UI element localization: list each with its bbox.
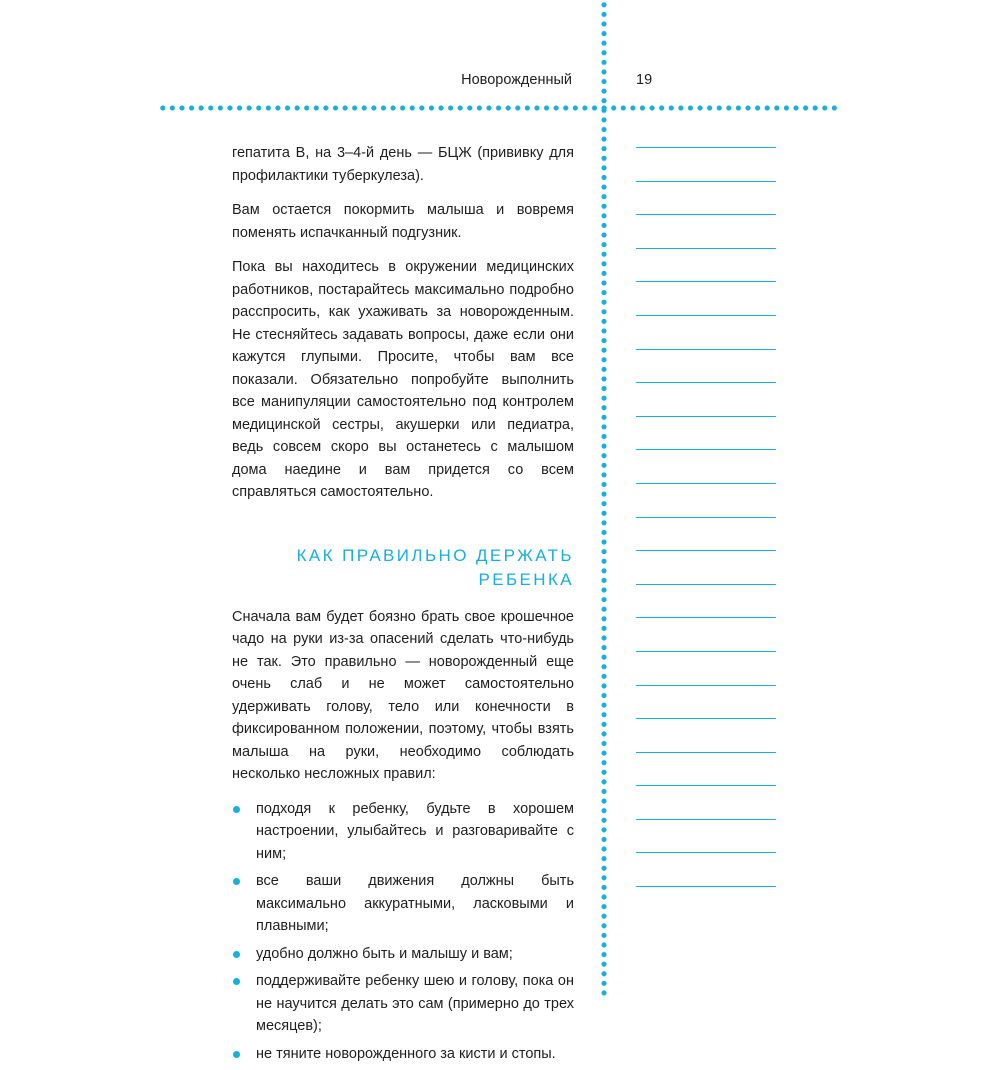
note-line: [636, 685, 776, 686]
bullet-dot-icon: [233, 1051, 240, 1058]
note-line: [636, 752, 776, 753]
note-line: [636, 483, 776, 484]
notes-lines-column: [636, 147, 776, 920]
bullet-dot-icon: [233, 978, 240, 985]
section-intro-paragraph: Сначала вам будет боязно брать свое крошечное чадо на руки из-за опасений сделать что-нибудь не так. Это правильно — новорожденный еще очень слаб и не может самостоятельно удерживать голову, тело или конечности в фиксированном положении, поэтому, чтобы взять малыша на руки, необходимо соблюдать несколько несложных правил:: [232, 608, 574, 782]
horizontal-dotted-divider: [158, 103, 838, 113]
vertical-dotted-divider: [599, 0, 609, 1000]
note-line: [636, 248, 776, 249]
list-item-text: поддерживайте ребенку шею и голову, пока он не научится делать это сам (примерно до трех месяцев);: [256, 973, 574, 1034]
note-line: [636, 852, 776, 853]
section-heading: КАК ПРАВИЛЬНО ДЕРЖАТЬ РЕБЕНКА: [296, 545, 574, 589]
paragraph: Вам остается покормить малыша и вовремя поменять испачканный подгузник.: [232, 202, 574, 241]
note-line: [636, 181, 776, 182]
list-item-text: подходя к ребенку, будьте в хорошем настроении, улыбайтесь и разговаривайте с ним;: [256, 800, 574, 862]
list-item-text: удобно должно быть и малышу и вам;: [256, 945, 513, 962]
note-line: [636, 517, 776, 518]
list-item: [232, 970, 574, 1038]
note-line: [636, 349, 776, 350]
note-line: [636, 584, 776, 585]
note-line: [636, 382, 776, 383]
note-line: [636, 886, 776, 887]
bullet-dot-icon: [233, 806, 240, 813]
list-item: [232, 870, 574, 938]
page-number: 19: [636, 72, 653, 88]
note-line: [636, 315, 776, 316]
running-title: Новорожденный: [461, 72, 572, 88]
note-line: [636, 718, 776, 719]
paragraph: Пока вы находитесь в окружении медицинских работников, постарайтесь максимально подробно расспросить, как ухаживать за новорожденным. Не стесняйтесь задавать вопросы, даже если они кажутся глупыми. Просите, чтобы вам все показали. Обязательно попробуйте выполнить все манипуляции самостоятельно под контролем медицинской сестры, акушерки или педиатра, ведь совсем скоро вы останетесь с малышом дома наедине и вам придется со всем справляться самостоятельно.: [232, 259, 574, 500]
note-line: [636, 281, 776, 282]
rules-list: [232, 798, 574, 1066]
note-line: [636, 785, 776, 786]
note-line: [636, 449, 776, 450]
main-text-column: [232, 142, 574, 1070]
note-line: [636, 214, 776, 215]
note-line: [636, 147, 776, 148]
note-line: [636, 819, 776, 820]
list-item-text: все ваши движения должны быть максимально аккуратными, ласковыми и плавными;: [256, 873, 574, 934]
paragraph: гепатита В, на 3–4-й день — БЦЖ (прививку для профилактики туберкулеза).: [232, 145, 574, 184]
note-line: [636, 416, 776, 417]
note-line: [636, 550, 776, 551]
note-line: [636, 651, 776, 652]
list-item-text: не тяните новорожденного за кисти и стопы.: [256, 1045, 556, 1062]
list-item: [232, 1043, 574, 1066]
list-item: [232, 943, 574, 966]
bullet-dot-icon: [233, 878, 240, 885]
bullet-dot-icon: [233, 951, 240, 958]
note-line: [636, 617, 776, 618]
list-item: [232, 798, 574, 866]
